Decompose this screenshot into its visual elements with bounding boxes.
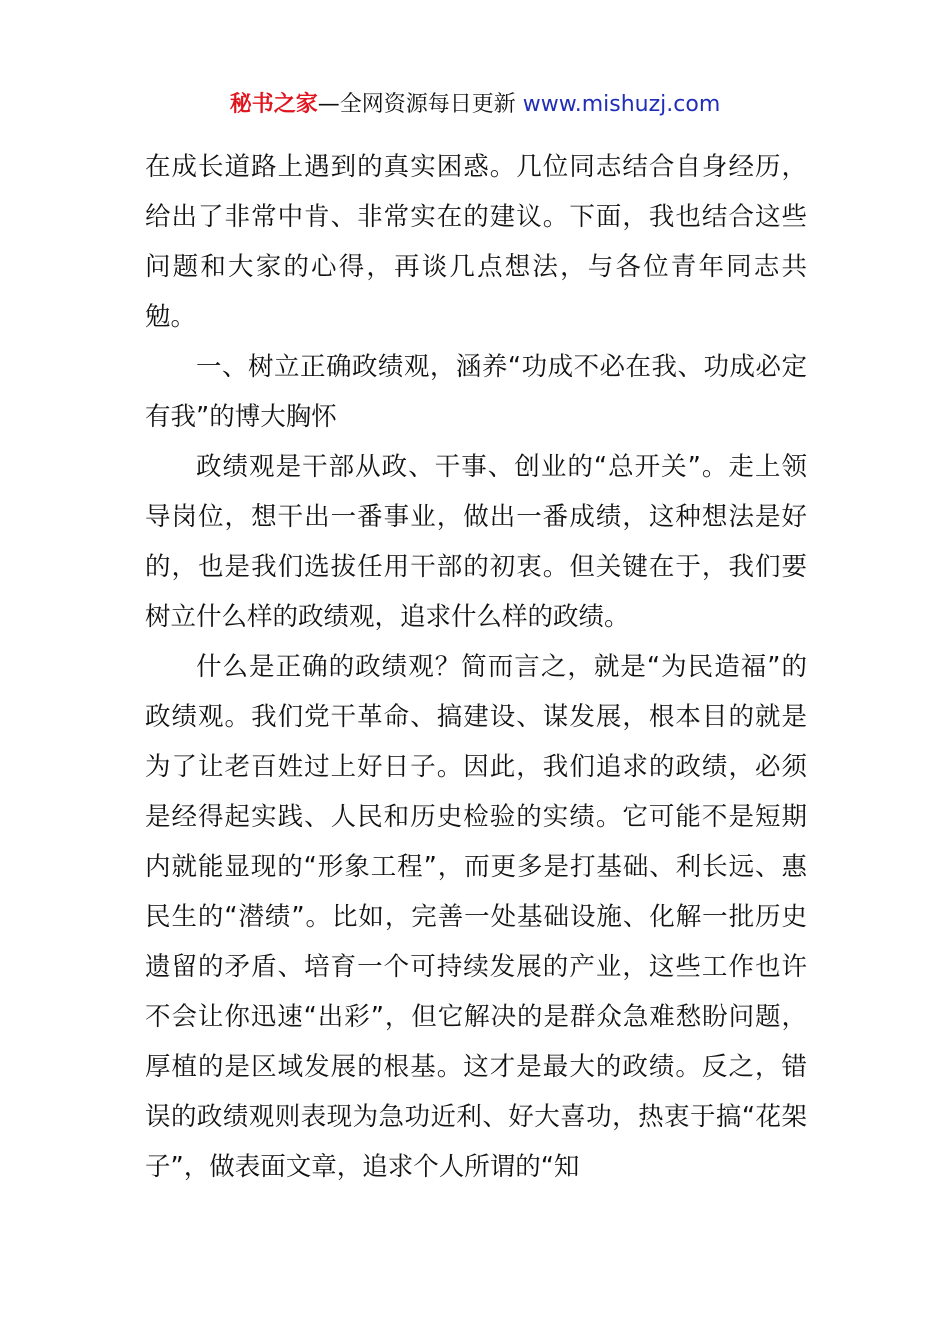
site-url-link[interactable]: www.mishuzj.com <box>522 92 721 117</box>
paragraph: 什么是正确的政绩观？简而言之，就是“为民造福”的政绩观。我们党干革命、搞建设、谋发展，根本目的就是为了让老百姓过上好日子。因此，我们追求的政绩，必须是经得起实践、人民和历史检验的实绩。它可能不是短期内就能显现的“形象工程”，而更多是打基础、利长远、惠民生的“潜绩”。比如，完善一处基础设施、化解一批历史遗留的矛盾、培育一个可持续发展的产业，这些工作也许不会让你迅速“出彩”，但它解决的是群众急难愁盼问题，厚植的是区域发展的根基。这才是最大的政绩。反之，错误的政绩观则表现为急功近利、好大喜功，热衷于搞“花架子”，做表面文章，追求个人所谓的“知 <box>145 652 807 1182</box>
paragraph: 政绩观是干部从政、干事、创业的“总开关”。走上领导岗位，想干出一番事业，做出一番成绩，这种想法是好的，也是我们选拔任用干部的初衷。但关键在于，我们要树立什么样的政绩观，追求什么样的政绩。 <box>145 452 807 632</box>
paragraph-continuation: 在成长道路上遇到的真实困惑。几位同志结合自身经历，给出了非常中肯、非常实在的建议。下面，我也结合这些问题和大家的心得，再谈几点想法，与各位青年同志共勉。 <box>145 152 807 332</box>
page-header <box>0 88 950 122</box>
document-body <box>145 142 807 1192</box>
section-heading: 一、树立正确政绩观，涵养“功成不必在我、功成必定有我”的博大胸怀 <box>145 352 807 432</box>
brand-name: 秘书之家 <box>229 92 318 117</box>
header-tagline: —全网资源每日更新 <box>317 92 523 117</box>
